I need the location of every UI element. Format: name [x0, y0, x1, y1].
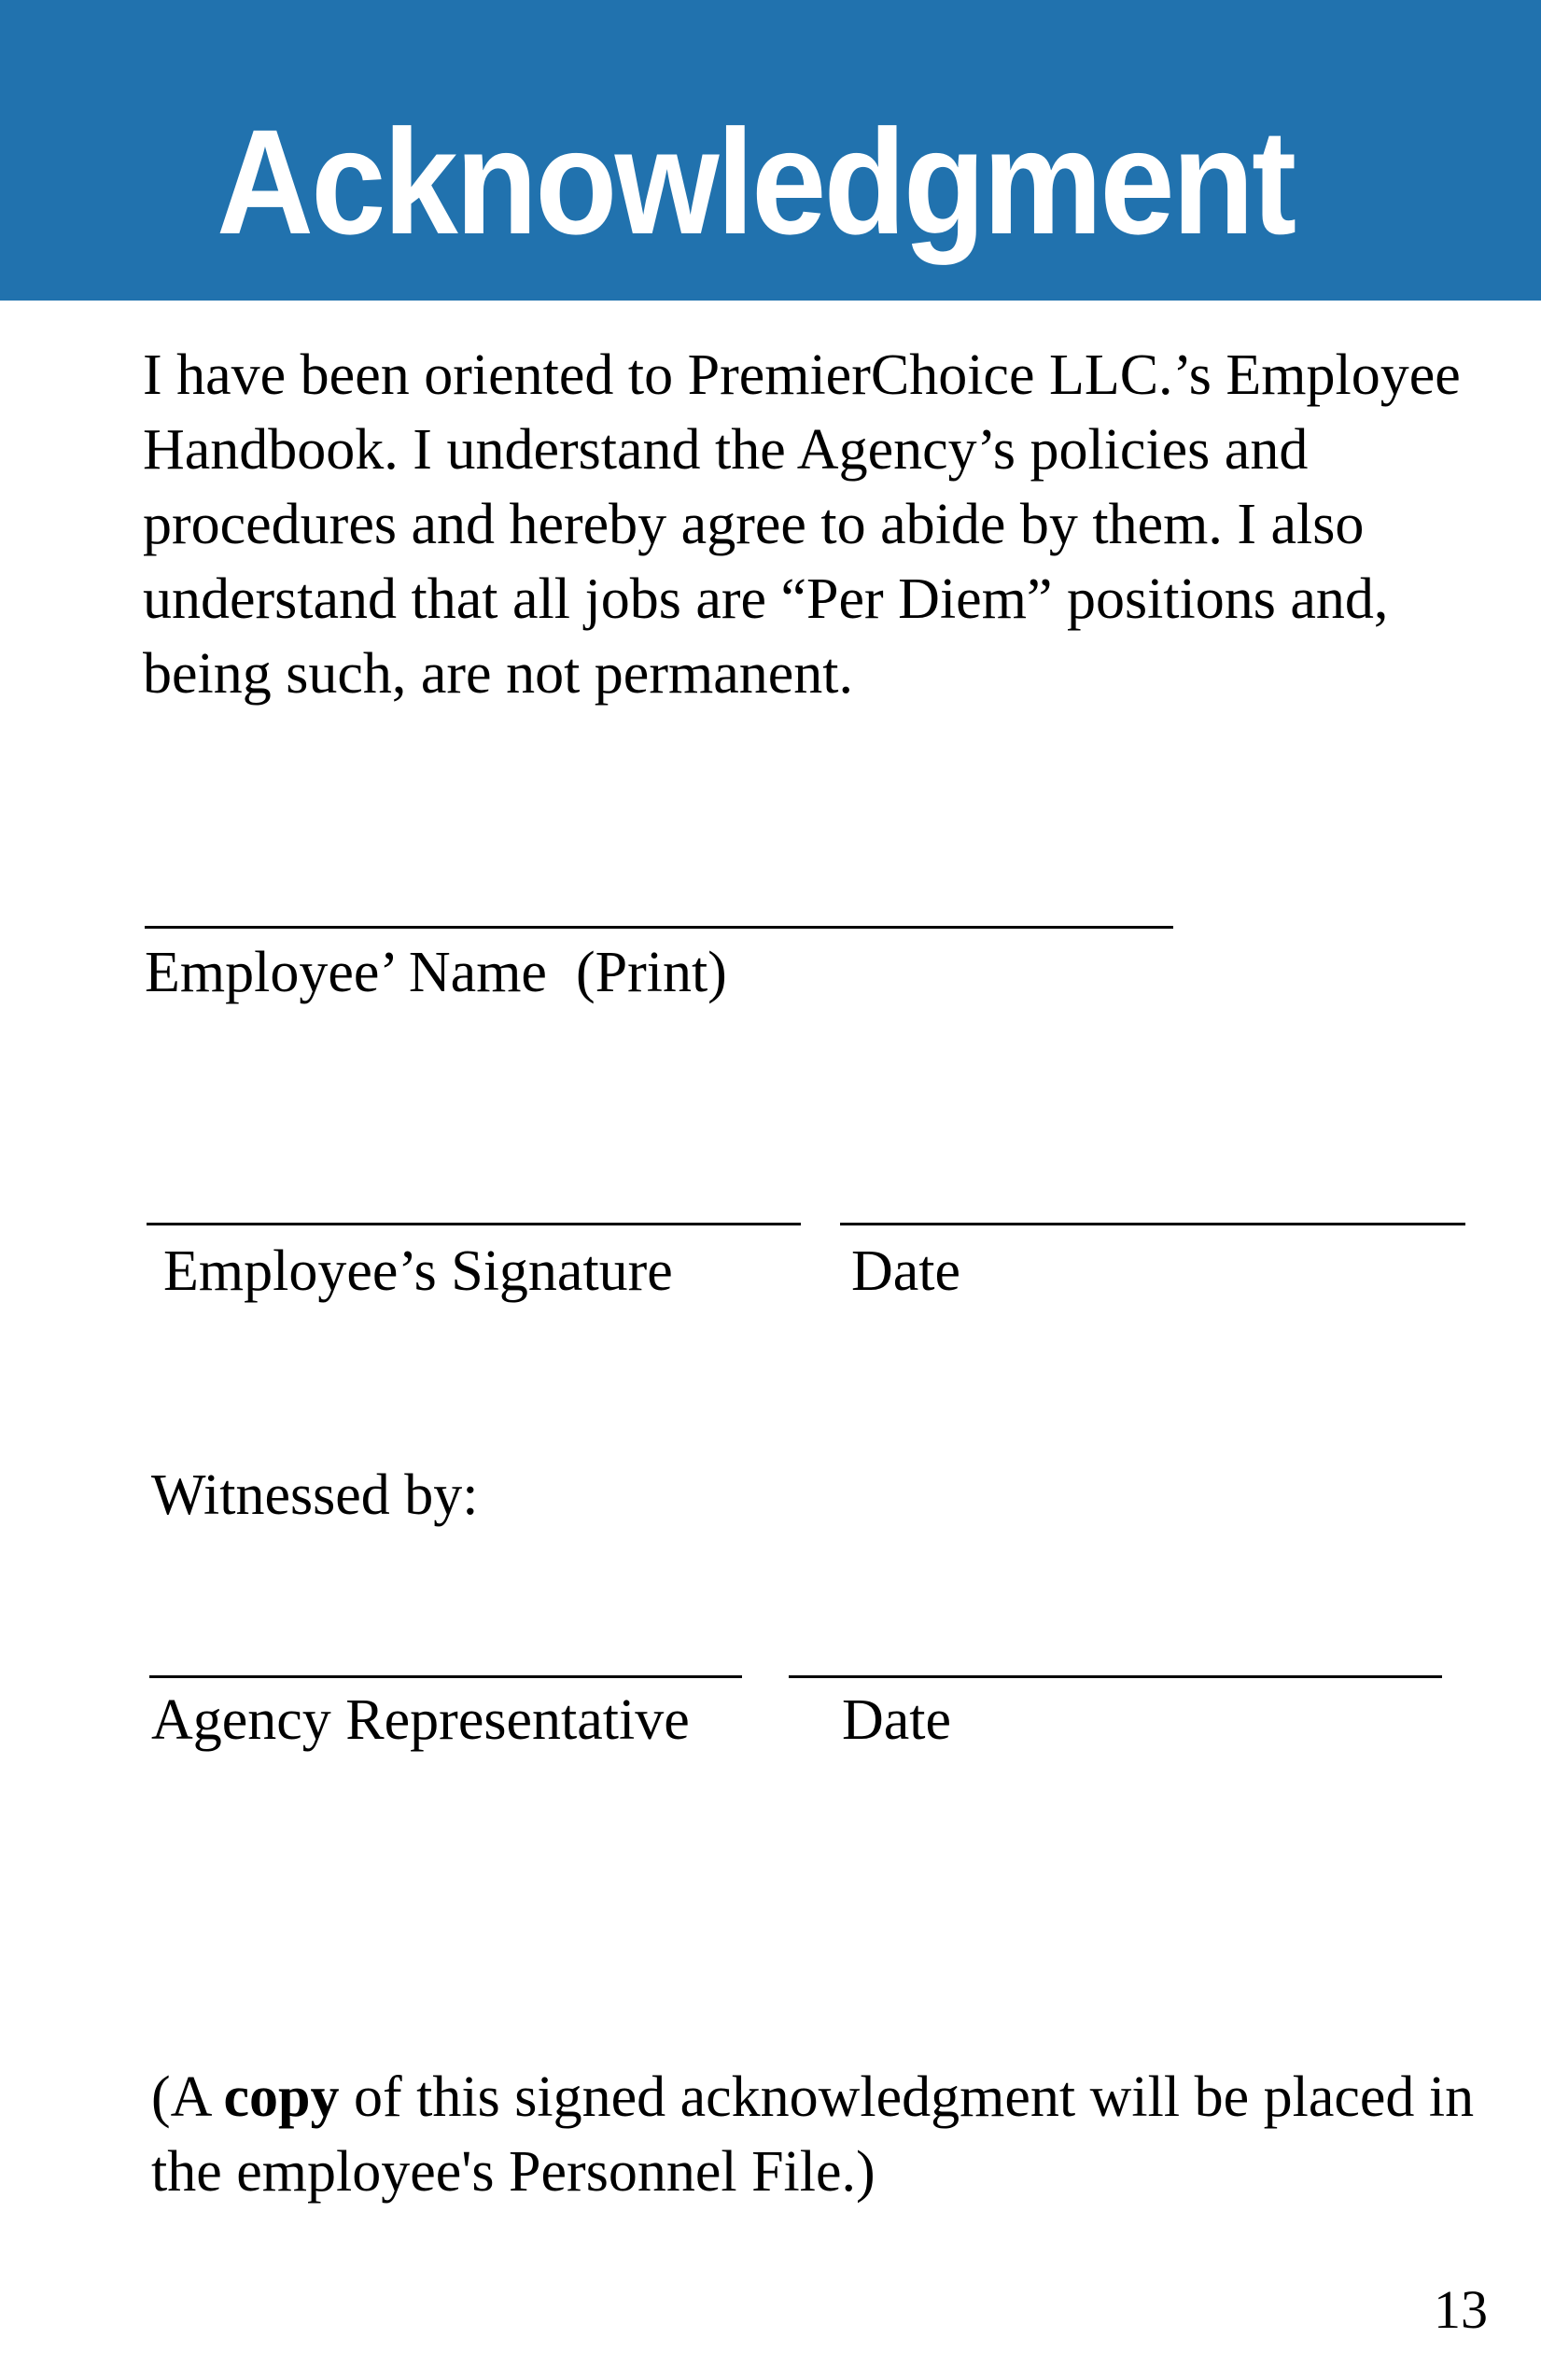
note-suffix: of this signed acknowledgment will be placed in the employee's Personnel File.)	[151, 2065, 1475, 2204]
agency-representative-label: Agency Representative	[151, 1688, 690, 1752]
employee-date-label: Date	[851, 1239, 961, 1303]
employee-signature-line	[147, 1223, 801, 1225]
employee-date-line	[840, 1223, 1465, 1225]
personnel-file-note	[151, 2060, 1523, 2209]
employee-signature-label: Employee’s Signature	[163, 1239, 673, 1303]
employee-name-line	[145, 926, 1173, 929]
page-title: Acknowledgment	[217, 98, 1295, 265]
agency-date-line	[789, 1675, 1442, 1678]
note-bold-copy: copy	[223, 2065, 340, 2129]
employee-name-label: Employee’ Name (Print)	[145, 941, 727, 1004]
acknowledgment-statement: I have been oriented to PremierChoice LLC.’s Employee Handbook. I understand the Agency’s policies and procedures and hereby agree to abide by them. I also understand that all jobs are “Per Diem” positions and, being such, are not permanent.	[143, 343, 1461, 706]
note-prefix: (A	[151, 2065, 224, 2129]
witnessed-by-label: Witnessed by:	[151, 1463, 479, 1527]
agency-date-label: Date	[842, 1688, 952, 1752]
header-band	[0, 0, 1541, 301]
agency-representative-line	[149, 1675, 742, 1678]
page-number: 13	[1434, 2279, 1488, 2340]
